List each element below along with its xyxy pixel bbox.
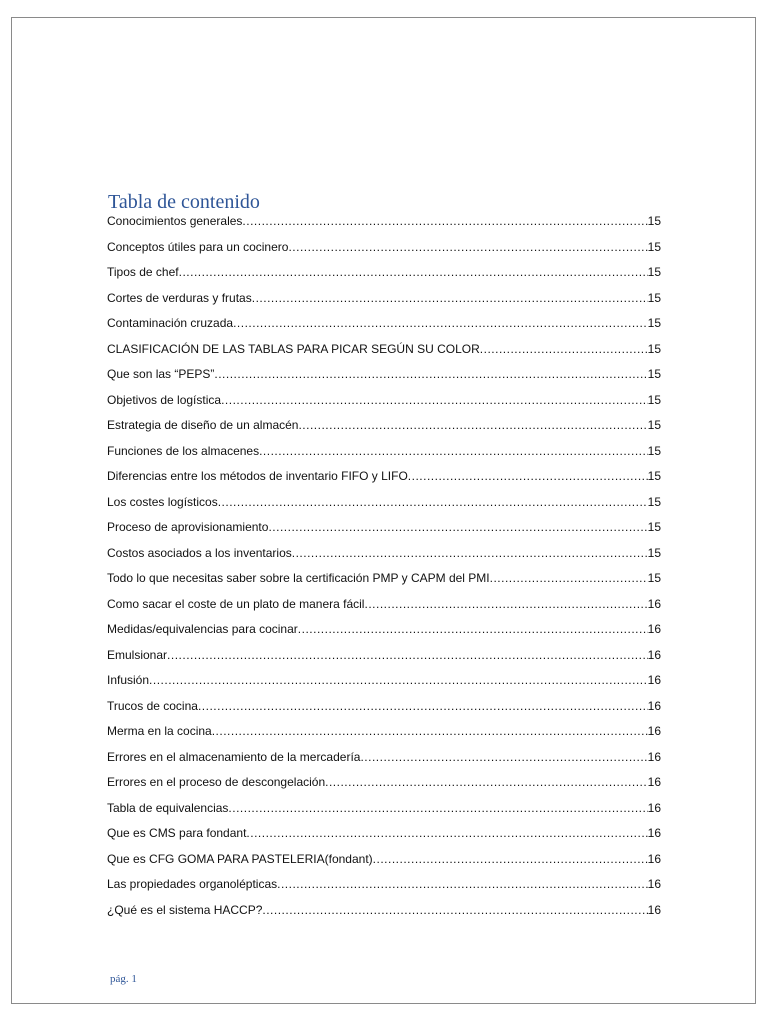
toc-item [107, 495, 661, 521]
dot-leader [218, 495, 648, 509]
toc-entry-page: 15 [647, 265, 661, 279]
dot-leader [246, 826, 647, 840]
toc-entry-link[interactable] [107, 367, 661, 393]
toc-entry-link[interactable] [107, 418, 661, 444]
toc-entry-link[interactable] [107, 546, 661, 572]
toc-entry-title: Trucos de cocina [107, 698, 198, 713]
dot-leader [262, 903, 647, 917]
toc-item [107, 214, 661, 240]
document-page [11, 17, 756, 1004]
toc-item [107, 265, 661, 291]
toc-entry-link[interactable] [107, 520, 661, 546]
toc-entry-page: 16 [647, 902, 661, 917]
toc-entry-title: CLASIFICACIÓN DE LAS TABLAS PARA PICAR SEGÚN SU COLOR [107, 341, 480, 356]
toc-entry-page: 16 [647, 851, 661, 866]
toc-entry-link[interactable] [107, 291, 661, 317]
toc-entry-link[interactable] [107, 444, 661, 470]
toc-entry-link[interactable] [107, 877, 661, 903]
dot-leader [298, 622, 648, 636]
toc-entry-link[interactable] [107, 214, 661, 240]
toc-entry-page: 15 [647, 443, 661, 458]
dot-leader [288, 240, 647, 254]
toc-entry-title: Tabla de equivalencias [107, 800, 229, 815]
toc-item [107, 291, 661, 317]
toc-entry-page: 15 [647, 571, 661, 585]
dot-leader [198, 699, 648, 713]
dot-leader [364, 597, 647, 611]
toc-entry-link[interactable] [107, 240, 661, 266]
toc-entry-page: 15 [647, 341, 661, 356]
toc-item [107, 877, 661, 903]
dot-leader [221, 393, 648, 407]
toc-entry-title: Cortes de verduras y frutas [107, 290, 252, 305]
toc-entry-page: 16 [647, 826, 661, 840]
toc-item [107, 597, 661, 623]
toc-item [107, 342, 661, 368]
toc-item [107, 418, 661, 444]
toc-entry-title: Que es CFG GOMA PARA PASTELERIA(fondant) [107, 851, 373, 866]
toc-item [107, 775, 661, 801]
toc-entry-title: Como sacar el coste de un plato de manera fácil [107, 596, 365, 611]
toc-entry-page: 16 [647, 698, 661, 713]
toc-list [107, 214, 661, 928]
toc-entry-title: Conceptos útiles para un cocinero [107, 239, 289, 254]
toc-entry-link[interactable] [107, 775, 661, 801]
toc-item [107, 852, 661, 878]
toc-entry-page: 16 [647, 647, 661, 662]
dot-leader [228, 801, 647, 815]
toc-item [107, 520, 661, 546]
page-number: pág. 1 [110, 973, 137, 985]
toc-entry-title: Que son las “PEPS” [107, 367, 215, 381]
toc-item [107, 648, 661, 674]
dot-leader [252, 291, 648, 305]
toc-entry-title: Infusión [107, 673, 150, 687]
toc-entry-title: Las propiedades organolépticas [107, 877, 278, 891]
toc-entry-link[interactable] [107, 801, 661, 827]
dot-leader [277, 877, 648, 891]
toc-entry-link[interactable] [107, 265, 661, 291]
dot-leader [292, 546, 648, 560]
toc-entry-link[interactable] [107, 648, 661, 674]
toc-entry-page: 15 [647, 392, 661, 407]
dot-leader [408, 469, 648, 483]
toc-entry-link[interactable] [107, 571, 661, 597]
toc-item [107, 826, 661, 852]
toc-entry-title: Medidas/equivalencias para cocinar [107, 622, 298, 636]
dot-leader [179, 265, 648, 279]
dot-leader [214, 367, 647, 381]
toc-entry-link[interactable] [107, 495, 661, 521]
toc-entry-title: ¿Qué es el sistema HACCP? [107, 902, 263, 917]
toc-entry-title: Estrategia de diseño de un almacén [107, 418, 299, 432]
dot-leader [298, 418, 647, 432]
toc-entry-page: 15 [647, 214, 661, 228]
toc-entry-title: Merma en la cocina [107, 724, 212, 738]
toc-entry-page: 16 [647, 800, 661, 815]
toc-entry-page: 15 [647, 290, 661, 305]
toc-item [107, 469, 661, 495]
toc-entry-link[interactable] [107, 903, 661, 929]
toc-item [107, 240, 661, 266]
toc-entry-title: Diferencias entre los métodos de inventario FIFO y LIFO [107, 469, 408, 483]
toc-entry-link[interactable] [107, 826, 661, 852]
toc-entry-page: 16 [647, 673, 661, 687]
toc-entry-link[interactable] [107, 393, 661, 419]
dot-leader [480, 342, 648, 356]
toc-entry-page: 16 [647, 596, 661, 611]
toc-entry-page: 16 [647, 724, 661, 738]
toc-item [107, 367, 661, 393]
toc-item [107, 316, 661, 342]
toc-entry-title: Costos asociados a los inventarios [107, 545, 292, 560]
toc-entry-title: Todo lo que necesitas saber sobre la certificación PMP y CAPM del PMI [107, 571, 490, 585]
toc-entry-link[interactable] [107, 724, 661, 750]
toc-entry-link[interactable] [107, 852, 661, 878]
toc-item [107, 444, 661, 470]
dot-leader [167, 648, 648, 662]
toc-entry-title: Contaminación cruzada [107, 316, 234, 330]
toc-entry-page: 15 [647, 545, 661, 560]
toc-entry-title: Funciones de los almacenes [107, 443, 260, 458]
toc-entry-link[interactable] [107, 342, 661, 368]
toc-entry-page: 16 [647, 749, 661, 764]
toc-entry-page: 15 [647, 239, 661, 254]
toc-entry-page: 15 [647, 418, 661, 432]
toc-entry-title: Errores en el almacenamiento de la mercadería [107, 749, 361, 764]
toc-entry-page: 15 [647, 494, 661, 509]
dot-leader [490, 571, 648, 585]
toc-item [107, 801, 661, 827]
toc-item [107, 571, 661, 597]
toc-entry-title: Errores en el proceso de descongelación [107, 775, 326, 789]
toc-item [107, 724, 661, 750]
dot-leader [373, 852, 648, 866]
toc-item [107, 903, 661, 929]
toc-title: Tabla de contenido [108, 191, 260, 213]
dot-leader [212, 724, 648, 738]
toc-entry-title: Objetivos de logística [107, 392, 222, 407]
dot-leader [360, 750, 647, 764]
toc-entry-page: 16 [647, 775, 661, 789]
toc-entry-title: Los costes logísticos [107, 494, 218, 509]
dot-leader [259, 444, 648, 458]
toc-entry-page: 16 [647, 877, 661, 891]
toc-entry-page: 15 [647, 469, 661, 483]
toc-entry-link[interactable] [107, 750, 661, 776]
toc-item [107, 750, 661, 776]
toc-entry-link[interactable] [107, 699, 661, 725]
toc-entry-link[interactable] [107, 597, 661, 623]
toc-entry-link[interactable] [107, 316, 661, 342]
toc-entry-page: 15 [647, 316, 661, 330]
toc-entry-page: 15 [647, 520, 661, 534]
toc-entry-page: 16 [647, 622, 661, 636]
toc-entry-link[interactable] [107, 622, 661, 648]
toc-entry-page: 15 [647, 367, 661, 381]
toc-entry-link[interactable] [107, 673, 661, 699]
toc-entry-title: Proceso de aprovisionamiento [107, 520, 269, 534]
toc-item [107, 622, 661, 648]
toc-item [107, 393, 661, 419]
dot-leader [149, 673, 648, 687]
dot-leader [233, 316, 648, 330]
toc-entry-title: Que es CMS para fondant [107, 826, 247, 840]
toc-entry-title: Tipos de chef [107, 265, 179, 279]
toc-item [107, 546, 661, 572]
dot-leader [268, 520, 647, 534]
toc-item [107, 699, 661, 725]
dot-leader [325, 775, 648, 789]
toc-item [107, 673, 661, 699]
dot-leader [242, 214, 647, 228]
toc-entry-title: Emulsionar [107, 647, 168, 662]
toc-entry-title: Conocimientos generales [107, 214, 243, 228]
toc-entry-link[interactable] [107, 469, 661, 495]
